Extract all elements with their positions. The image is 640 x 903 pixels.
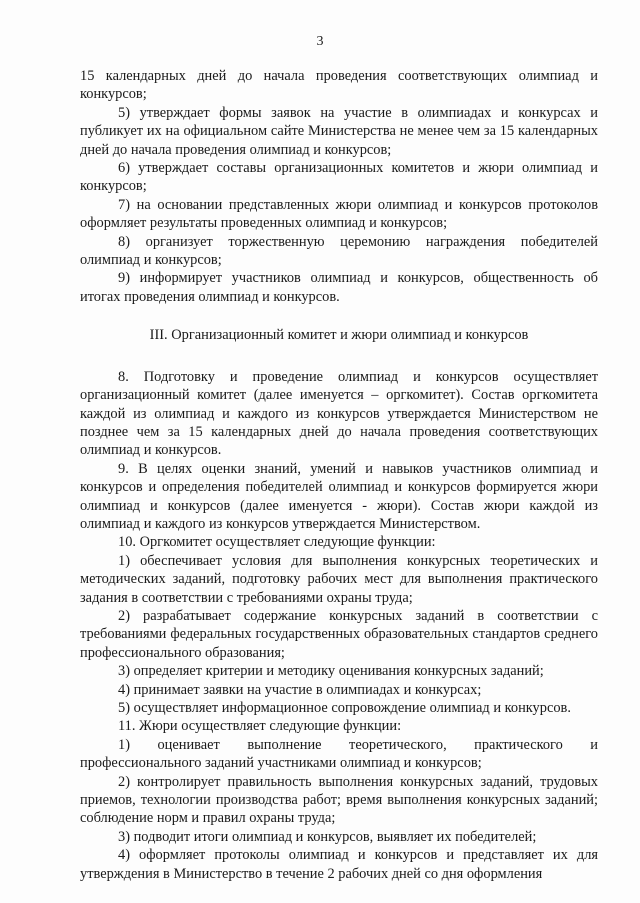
clause-9: 9. В целях оценки знаний, умений и навыков участников олимпиад и конкурсов и определения победителей олимпиад и конкурсов формируется жюри олимпиад и конкурсов (далее именуется - жюри). Состав жюри каждой из олимпиад и каждого из конкурсов утверждается Министерством. (80, 460, 598, 532)
orgcommittee-function-1: 1) обеспечивает условия для выполнения конкурсных теоретических и методических заданий, подготовку рабочих мест для выполнения практического задания в соответствии с требованиями охраны труда; (80, 552, 598, 606)
jury-function-1: 1) оценивает выполнение теоретического, практического и профессионального заданий участниками олимпиад и конкурсов; (80, 736, 598, 772)
jury-function-3: 3) подводит итоги олимпиад и конкурсов, выявляет их победителей; (118, 828, 537, 845)
orgcommittee-function-4: 4) принимает заявки на участие в олимпиадах и конкурсах; (118, 681, 482, 698)
jury-function-4: 4) оформляет протоколы олимпиад и конкурсов и представляет их для утверждения в Министерство в течение 2 рабочих дней со дня оформления (80, 847, 598, 882)
paragraph-continuation: 15 календарных дней до начала проведения соответствующих олимпиад и конкурсов; (80, 68, 598, 103)
jury-function-2: 2) контролирует правильность выполнения конкурсных заданий, трудовых приемов, технологии производства работ; время выполнения конкурсных заданий; соблюдение норм и правил охраны труда; (80, 773, 598, 827)
list-item-9: 9) информирует участников олимпиад и конкурсов, общественность об итогах проведения олимпиад и конкурсов. (80, 270, 598, 305)
list-item-5: 5) утверждает формы заявок на участие в олимпиадах и конкурсах и публикует их на официальном сайте Министерства не менее чем за 15 календарных дней до начала проведения олимпиад и конкурсов; (80, 104, 598, 158)
list-item-6: 6) утверждает составы организационных комитетов и жюри олимпиад и конкурсов; (80, 160, 598, 195)
orgcommittee-function-5: 5) осуществляет информационное сопровождение олимпиад и конкурсов. (118, 700, 571, 716)
clause-11: 11. Жюри осуществляет следующие функции: (118, 718, 402, 735)
section-heading: III. Организационный комитет и жюри олимпиад и конкурсов (149, 327, 529, 344)
clause-10: 10. Оргкомитет осуществляет следующие функции: (118, 534, 436, 551)
list-item-7: 7) на основании представленных жюри олимпиад и конкурсов протоколов оформляет результаты проведенных олимпиад и конкурсов; (80, 196, 598, 232)
orgcommittee-function-3: 3) определяет критерии и методику оценивания конкурсных заданий; (118, 663, 544, 680)
clause-8: 8. Подготовку и проведение олимпиад и конкурсов осуществляет организационный комитет (далее именуется – оргкомитет). Состав оргкомитета каждой из олимпиад и каждого из конкурсов утверждается Министерством не позднее чем за 15 календарных дней до начала проведения соответствующих олимпиад и конкурсов. (80, 368, 598, 459)
list-item-8: 8) организует торжественную церемонию награждения победителей олимпиад и конкурсов; (80, 233, 598, 269)
page-number: 3 (316, 34, 324, 49)
document-body (80, 67, 598, 883)
orgcommittee-function-2: 2) разрабатывает содержание конкурсных заданий в соответствии с требованиями федеральных государственных образовательных стандартов среднего профессионального образования; (80, 607, 598, 661)
